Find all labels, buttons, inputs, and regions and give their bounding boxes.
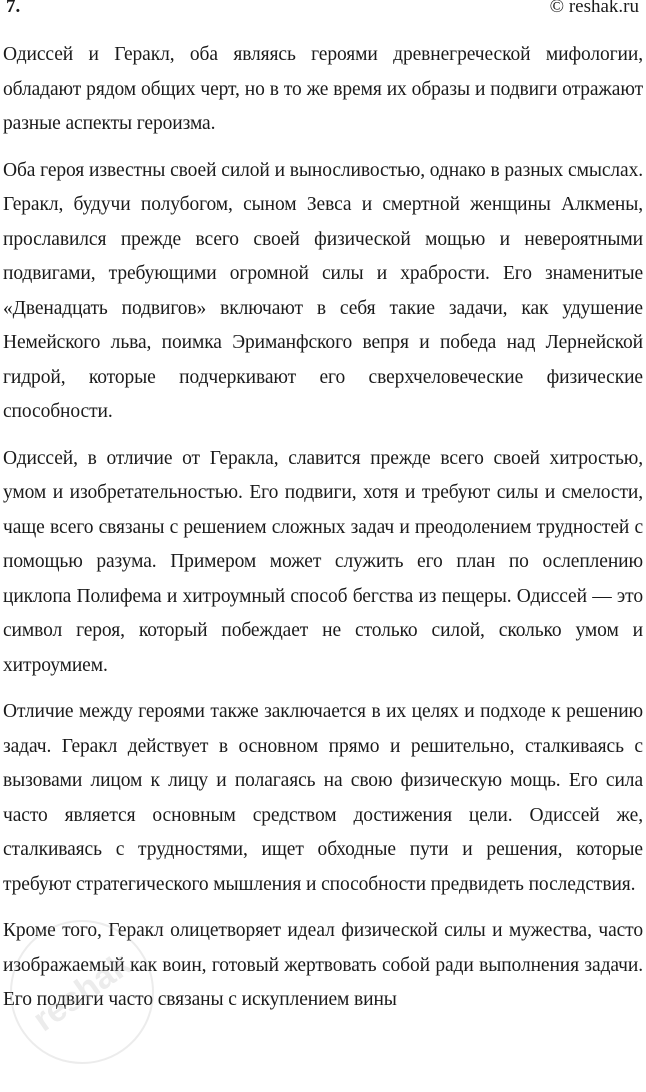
page-header [3,0,643,34]
watermark-text: reshak [25,944,138,1039]
task-number: 7. [6,0,21,17]
paragraph-odysseus: Одиссей, в отличие от Геракла, славится прежде всего своей хитростью, умом и изобретательностью. Его подвиги, хотя и требуют силы и смелости, чаще всего связаны с решением сложных задач и преодолением трудностей с помощью разума. Примером может служить его план по ослеплению циклопа Полифема и хитроумный способ бегства из пещеры. Одиссей — это символ героя, который побеждает не столько силой, сколько умом и хитроумием. [3,447,643,676]
paragraph-heracles-ideal: Кроме того, Геракл олицетворяет идеал физической силы и мужества, часто изображаемый как воин, готовый жертвовать собой ради выполнения задачи. Его подвиги часто связаны с искуплением вины [3,920,643,1010]
paragraph-intro: Одиссей и Геракл, оба являясь героями древнегреческой мифологии, обладают рядом общих черт, но в то же время их образы и подвиги отражают разные аспекты героизма. [3,44,643,134]
paragraph-strength: Оба героя известны своей силой и выносливостью, однако в разных смыслах. Геракл, будучи полубогом, сыном Зевса и смертной женщины Алкмены, прославился прежде всего своей физической мощью и невероятными подвигами, требующими огромной силы и храбрости. Его знаменитые «Двенадцать подвигов» включают в себя такие задачи, как удушение Немейского льва, поимка Эриманфского вепря и победа над Лернейской гидрой, которые подчеркивают его сверхчеловеческие физические способности. [3,159,643,422]
source-credit: © reshak.ru [549,0,639,17]
paragraph-differences: Отличие между героями также заключается в их целях и подходе к решению задач. Геракл действует в основном прямо и решительно, сталкиваясь с вызовами лицом к лицу и полагаясь на свою физическую мощь. Его сила часто является основным средством достижения цели. Одиссей же, сталкиваясь с трудностями, ищет обходные пути и решения, которые требуют стратегического мышления и способности предвидеть последствия. [3,701,643,895]
